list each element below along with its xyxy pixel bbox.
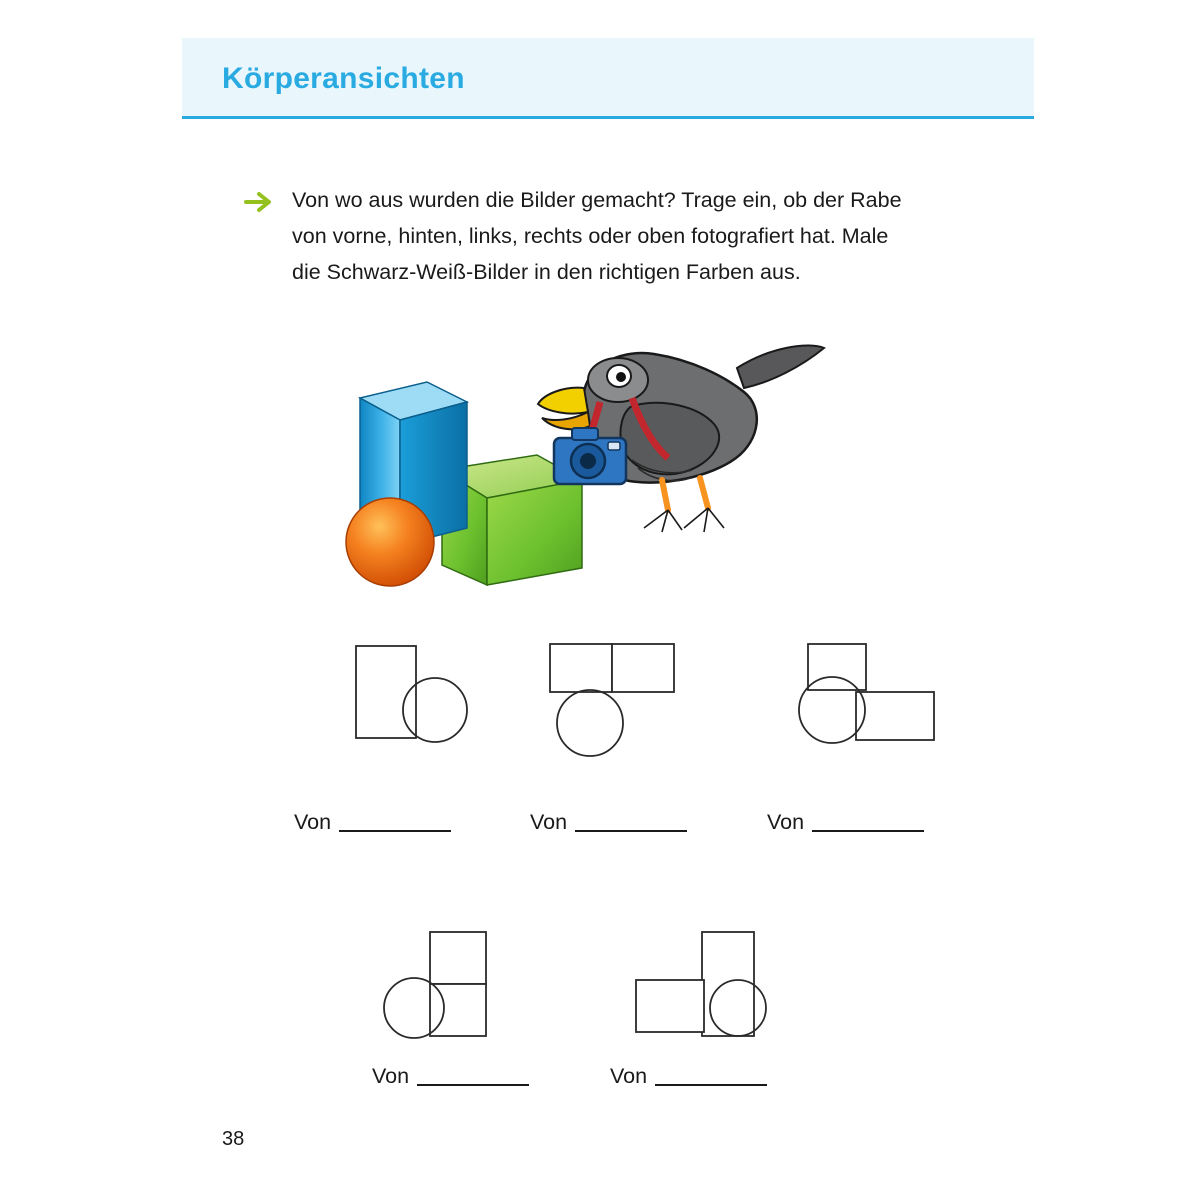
shapes-and-raven-illustration [332,340,852,610]
header-rule [182,116,1034,119]
answer-label-text-3: Von [767,810,805,834]
answer-blank-4[interactable] [417,1066,529,1086]
figure-view-5 [628,928,778,1048]
answer-blank-3[interactable] [812,812,924,832]
figure-view-3 [790,638,950,768]
answer-label-text-2: Von [530,810,568,834]
answer-blank-1[interactable] [339,812,451,832]
answer-label-text-1: Von [294,810,332,834]
figure-view-4 [378,928,508,1048]
answer-label-4[interactable] [372,1064,529,1089]
answer-label-3[interactable] [767,810,924,835]
instruction-text: Von wo aus wurden die Bilder gemacht? Trage ein, ob der Rabe von vorne, hinten, links, rechts oder oben fotografiert hat. Male die Schwarz-Weiß-Bilder in den richtigen Farben aus. [292,188,902,284]
arrow-right-icon [244,190,274,214]
figure-view-2 [544,638,694,768]
answer-label-5[interactable] [610,1064,767,1089]
page-title: Körperansichten [222,62,465,95]
page-number: 38 [222,1128,245,1150]
answer-label-text-4: Von [372,1064,410,1088]
answer-blank-5[interactable] [655,1066,767,1086]
answer-label-1[interactable] [294,810,451,835]
answer-label-text-5: Von [610,1064,648,1088]
answer-label-2[interactable] [530,810,687,835]
answer-blank-2[interactable] [575,812,687,832]
figure-view-1 [350,638,480,758]
worksheet-page [182,0,1034,1200]
